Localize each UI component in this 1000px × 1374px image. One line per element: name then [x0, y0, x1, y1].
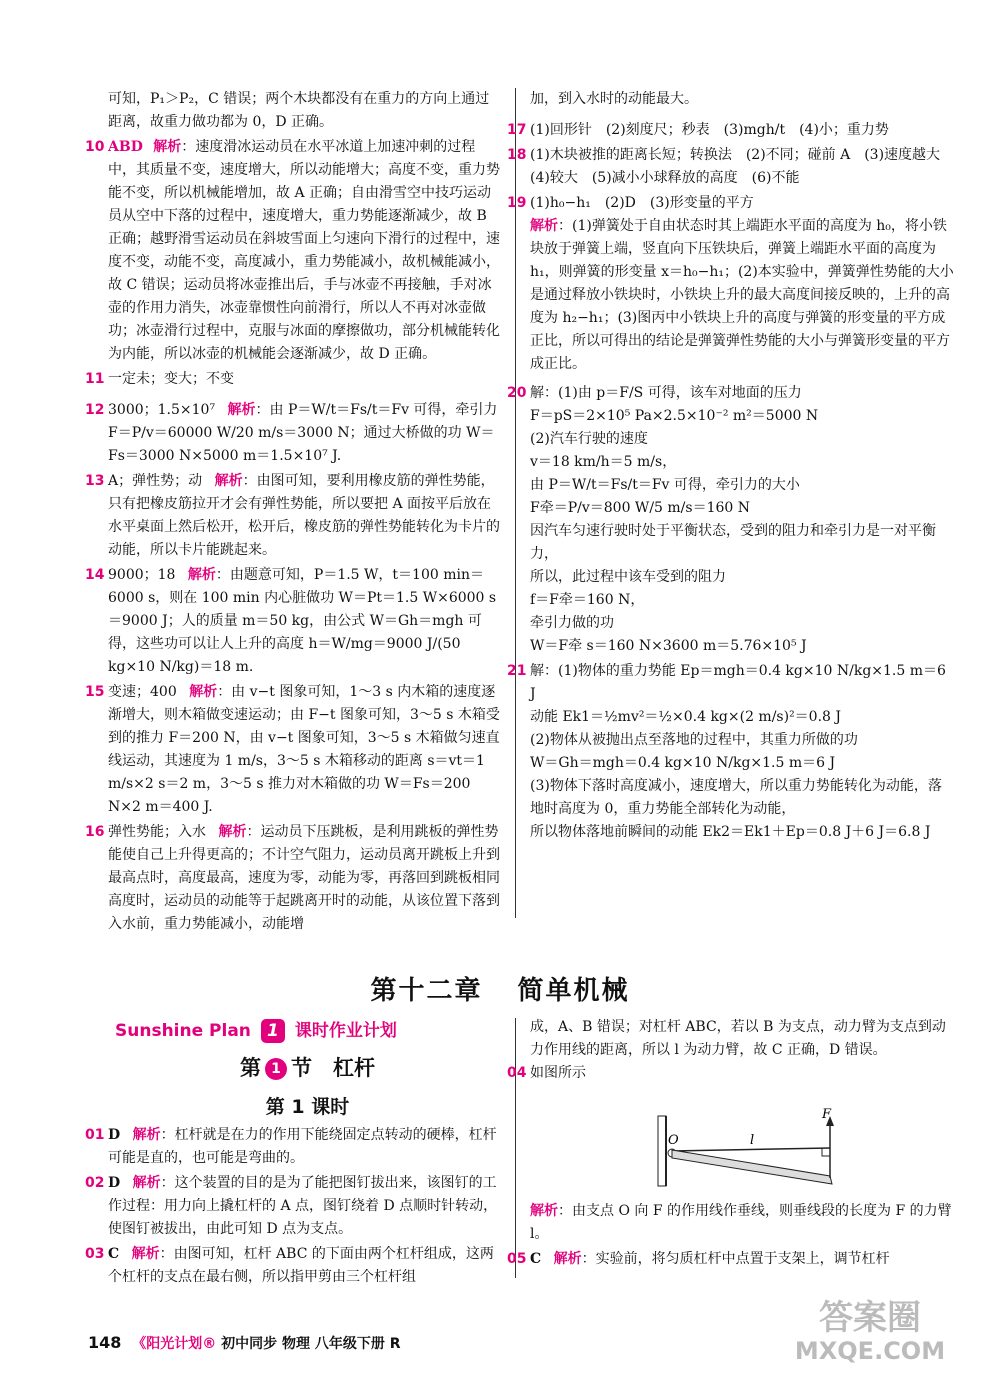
- answer: ABD: [108, 139, 143, 155]
- analysis-label: 解析: [187, 567, 216, 583]
- solution-line: 因汽车匀速行驶时处于平衡状态，受到的阻力和牵引力是一对平衡力，: [530, 523, 936, 562]
- analysis-label: 解析: [132, 1175, 161, 1191]
- question-number: 04: [507, 1065, 527, 1081]
- brand-name: 《阳光计划®: [132, 1336, 217, 1352]
- answer: 弹性势能；入水: [108, 824, 206, 840]
- solution-line: 由 P＝W/t＝Fs/t＝Fv 可得，牵引力的大小: [530, 477, 800, 493]
- question-number: 19: [507, 195, 527, 211]
- analysis-text: ：由图可知，要利用橡皮筋的弹性势能，只有把橡皮筋拉开才会有弹性势能，所以要把 A 面按平后放在水平桌面上然后松开，松开后，橡皮筋的弹性势能转化为卡片的动能，所以卡片能跳起来。: [108, 473, 500, 558]
- analysis-text: ：由 P＝W/t＝Fs/t＝Fv 可得，牵引力 F＝P/v＝60000 W/20 m/s＝3000 N；通过大桥做的功 W＝Fs＝3000 N×5000 m＝1.5×10⁷ J.: [108, 402, 498, 464]
- analysis-text: ：这个装置的目的是为了能把图钉拔出来，该图钉的工作过程：用力向上撬杠杆的 A 点，图钉绕着 D 点顺时针转动，使图钉被拔出，由此可知 D 点为支点。: [108, 1175, 498, 1237]
- question-number: 16: [85, 824, 105, 840]
- lower-right-intro: 成，A、B 错误；对杠杆 ABC，若以 B 为支点，动力臂为支点到动力作用线的距离，所以 l 为动力臂，故 C 正确，D 错误。: [530, 1019, 946, 1058]
- chapter-number: 第十二章: [370, 976, 483, 1006]
- analysis-text: ：运动员下压跳板，是利用跳板的弹性势能使自己上升得更高的；不计空气阻力，运动员离开跳板上升到最高点时，高度最高，速度为零，动能为零，再落回到跳板相同高度时，运动员的动能等于起跳离开时的动能，从该位置下落到入水前，重力势能减小，动能增: [108, 824, 500, 932]
- answer: C: [108, 1246, 120, 1262]
- force-arm-line: [672, 1148, 830, 1151]
- section-title: [115, 1052, 500, 1082]
- column-divider-lower: [515, 1018, 516, 1278]
- question-number: 11: [85, 371, 105, 387]
- answer: D: [108, 1127, 121, 1143]
- question-18: [507, 144, 955, 190]
- question-number: 18: [507, 147, 527, 163]
- analysis-label: 解析: [553, 1251, 582, 1267]
- analysis-label: 解析: [227, 402, 256, 418]
- question-11: [85, 368, 503, 391]
- solution-line: 动能 Ek1＝½mv²＝½×0.4 kg×(2 m/s)²＝0.8 J: [530, 709, 842, 725]
- question-15: [85, 681, 503, 819]
- question-number: 12: [85, 402, 105, 418]
- analysis-text: ：由 v−t 图象可知，1～3 s 内木箱的速度逐渐增大，则木箱做变速运动；由 F−t 图象可知，3～5 s 木箱受到的推力 F＝200 N，由 v−t 图象可知，3～5 s 木箱做匀速直线运动，其速度为 1 m/s，3～5 s 木箱移动的距离 s＝vt＝1 m/s×2 s＝2 m，3～5 s 推力对木箱做的功 W＝Fs＝200 N×2 m＝400 J.: [108, 684, 500, 815]
- right-angle-mark: [822, 1148, 830, 1156]
- solution-line: 所以，此过程中该车受到的阻力: [530, 569, 726, 585]
- analysis-text: ：由图可知，杠杆 ABC 的下面由两个杠杆组成，这两个杠杆的支点在最右侧，所以指甲剪由三个杠杆组: [108, 1246, 494, 1285]
- analysis-label: 解析: [530, 1203, 558, 1219]
- question-03: [85, 1243, 503, 1289]
- label-O: O: [668, 1133, 679, 1148]
- watermark-url: MXQE.COM: [794, 1337, 946, 1365]
- book-title: 初中同步 物理 八年级下册 R: [221, 1336, 401, 1352]
- question-number: 01: [85, 1127, 105, 1143]
- chapter-title: 简单机械: [517, 976, 630, 1006]
- analysis-label: 解析: [153, 139, 182, 155]
- analysis-text: ：速度滑冰运动员在水平冰道上加速冲刺的过程中，其质量不变，速度增大，所以动能增大；高度不变，重力势能不变，所以机械能增加，故 A 正确；自由滑雪空中技巧运动员从空中下落的过程中，速度增大，重力势能逐渐减少，故 B 正确；越野滑雪运动员在斜坡雪面上匀速向下滑行的过程中，速度不变，动能不变，高度减小，重力势能减小，故机械能减小，故 C 错误；运动员将冰壶推出后，手与冰壶不再接触，手对冰壶的作用力消失，冰壶靠惯性向前滑行，所以人不再对冰壶做功；冰壶滑行过程中，克服与冰面的摩擦做功，部分机械能转化为内能，所以冰壶的机械能会逐渐减少，故 D 正确。: [108, 139, 500, 362]
- solution-line: (2)汽车行驶的速度: [530, 431, 648, 447]
- question-number: 05: [507, 1251, 527, 1267]
- answer: 9000；18: [108, 567, 176, 583]
- solution-line: W＝F牵 s＝160 N×3600 m＝5.76×10⁵ J: [530, 638, 807, 654]
- answer: C: [530, 1251, 542, 1267]
- lower-right-column-2: [507, 1200, 954, 1273]
- page-number: 148: [88, 1333, 122, 1352]
- watermark-text: 答案圈: [819, 1298, 921, 1338]
- question-number: 21: [507, 663, 527, 679]
- wall: [658, 1116, 666, 1186]
- solution-line: 解：(1)物体的重力势能 Ep＝mgh＝0.4 kg×10 N/kg×1.5 m＝6 J: [530, 663, 946, 702]
- analysis-label: 解析: [214, 473, 243, 489]
- analysis-label: 解析: [131, 1246, 160, 1262]
- question-16: [85, 821, 503, 936]
- section-number: 1: [265, 1058, 287, 1080]
- question-number: 02: [85, 1175, 105, 1191]
- question-12: [85, 399, 503, 468]
- solution-line: (3)物体下落时高度减小，速度增大，所以重力势能转化为动能，落地时高度为 0，重力势能全部转化为动能，: [530, 778, 942, 817]
- lesson-title: 第 1 课时: [265, 1096, 350, 1118]
- analysis-label: 解析: [218, 824, 247, 840]
- question-01: [85, 1124, 503, 1170]
- solution-line: 解：(1)由 p＝F/S 可得，该车对地面的压力: [530, 385, 802, 401]
- solution-line: 牵引力做的功: [530, 615, 614, 631]
- question-13: [85, 470, 503, 562]
- left-column: [85, 88, 503, 938]
- lever-diagram: [650, 1108, 850, 1188]
- solution-line: f＝F牵＝160 N，: [530, 592, 645, 608]
- left-intro: 可知，P₁＞P₂，C 错误；两个木块都没有在重力的方向上通过距离，故重力做功都为 0，D 正确。: [108, 91, 490, 130]
- plan-badge: 1: [261, 1019, 285, 1043]
- solution-line: F牵＝P/v＝800 W/5 m/s＝160 N: [530, 500, 750, 516]
- analysis-text: ：由题意可知，P＝1.5 W，t＝100 min＝6000 s，则在 100 min 内心脏做功 W＝Pt＝1.5 W×6000 s＝9000 J；人的质量 m＝50 kg，由公式 W＝Gh＝mgh 可得，这些功可以让人上升的高度 h＝W/mg＝9000 J/(50 kg×10 N/kg)＝18 m.: [108, 567, 497, 675]
- question-21: [507, 660, 954, 844]
- analysis-text: ：(1)弹簧处于自由状态时其上端距水平面的高度为 h₀，将小铁块放于弹簧上端，竖直向下压铁块后，弹簧上端距水平面的高度为 h₁，则弹簧的形变量 x＝h₀−h₁；(2)本实验中，弹簧弹性势能的大小是通过释放小铁块时，小铁块上升的最大高度间接反映的，上升的高度为 h₂−h₁；(3)图丙中小铁块上升的高度与弹簧的形变量的平方成正比，所以可得出的结论是弹簧弹性势能的大小与弹簧形变量的平方成正比。: [530, 218, 954, 372]
- analysis-label: 解析: [132, 1127, 161, 1143]
- label-F: F: [822, 1108, 832, 1122]
- analysis-text: ：实验前，将匀质杠杆中点置于支架上，调节杠杆: [581, 1251, 890, 1267]
- answer: 变速；400: [108, 684, 177, 700]
- sunshine-plan-banner: [115, 1016, 500, 1046]
- section-prefix: 第: [240, 1056, 261, 1080]
- right-intro: 加，到入水时的动能最大。: [530, 91, 698, 107]
- solution-line: W＝Gh＝mgh＝0.4 kg×10 N/kg×1.5 m＝6 J: [530, 755, 836, 771]
- question-number: 17: [507, 122, 527, 138]
- question-number: 03: [85, 1246, 105, 1262]
- lever-bar: [672, 1150, 832, 1184]
- answer: (1)木块被推的距离长短；转换法 (2)不同；碰前 A (3)速度越大 (4)较大 (5)减小小球释放的高度 (6)不能: [530, 147, 955, 186]
- question-number: 14: [85, 567, 105, 583]
- plan-name: Sunshine Plan: [115, 1021, 251, 1041]
- question-02: [85, 1172, 503, 1241]
- solution-line: v＝18 km/h＝5 m/s，: [530, 454, 677, 470]
- analysis-text: ：由支点 O 向 F 的作用线作垂线，则垂线段的长度为 F 的力臂 l。: [530, 1203, 952, 1242]
- watermark-logo: [780, 1291, 960, 1366]
- analysis-text: ：杠杆就是在力的作用下能绕固定点转动的硬棒，杠杆可能是直的，也可能是弯曲的。: [108, 1127, 497, 1166]
- chapter-heading: [0, 970, 1000, 1007]
- lower-left-column: [85, 1124, 503, 1291]
- question-20: [507, 382, 954, 658]
- answer: A；弹性势；动: [108, 473, 203, 489]
- question-19: [507, 192, 954, 376]
- solution-line: F＝pS＝2×10⁵ Pa×2.5×10⁻² m²＝5000 N: [530, 408, 819, 424]
- label-l: l: [750, 1133, 755, 1148]
- solution-line: (2)物体从被抛出点至落地的过程中，其重力所做的功: [530, 732, 858, 748]
- right-column: [507, 88, 955, 846]
- question-04-analysis: [530, 1200, 954, 1246]
- lower-right-column: [507, 1016, 954, 1087]
- section-name: 节 杠杆: [291, 1056, 375, 1080]
- question-number: 13: [85, 473, 105, 489]
- question-10: [85, 136, 503, 366]
- analysis-label: 解析: [530, 218, 558, 234]
- answer: (1)h₀−h₁ (2)D (3)形变量的平方: [530, 195, 754, 211]
- analysis-label: 解析: [189, 684, 218, 700]
- question-04: [507, 1062, 954, 1085]
- solution-line: 所以物体落地前瞬间的动能 Ek2＝Ek1＋Ep＝0.8 J＋6 J＝6.8 J: [530, 824, 931, 840]
- question-17: [507, 119, 954, 142]
- question-14: [85, 564, 503, 679]
- question-number: 20: [507, 385, 527, 401]
- answer: 3000；1.5×10⁷: [108, 402, 216, 418]
- answer: 如图所示: [530, 1065, 586, 1081]
- answer: (1)回形针 (2)刻度尺；秒表 (3)mgh/t (4)小；重力势: [530, 122, 889, 138]
- question-05: [507, 1248, 954, 1271]
- answer: 一定未；变大；不变: [108, 371, 234, 387]
- question-number: 15: [85, 684, 105, 700]
- answer: D: [108, 1175, 121, 1191]
- question-number: 10: [85, 139, 105, 155]
- page-footer: [88, 1333, 401, 1353]
- plan-label: 课时作业计划: [294, 1021, 397, 1041]
